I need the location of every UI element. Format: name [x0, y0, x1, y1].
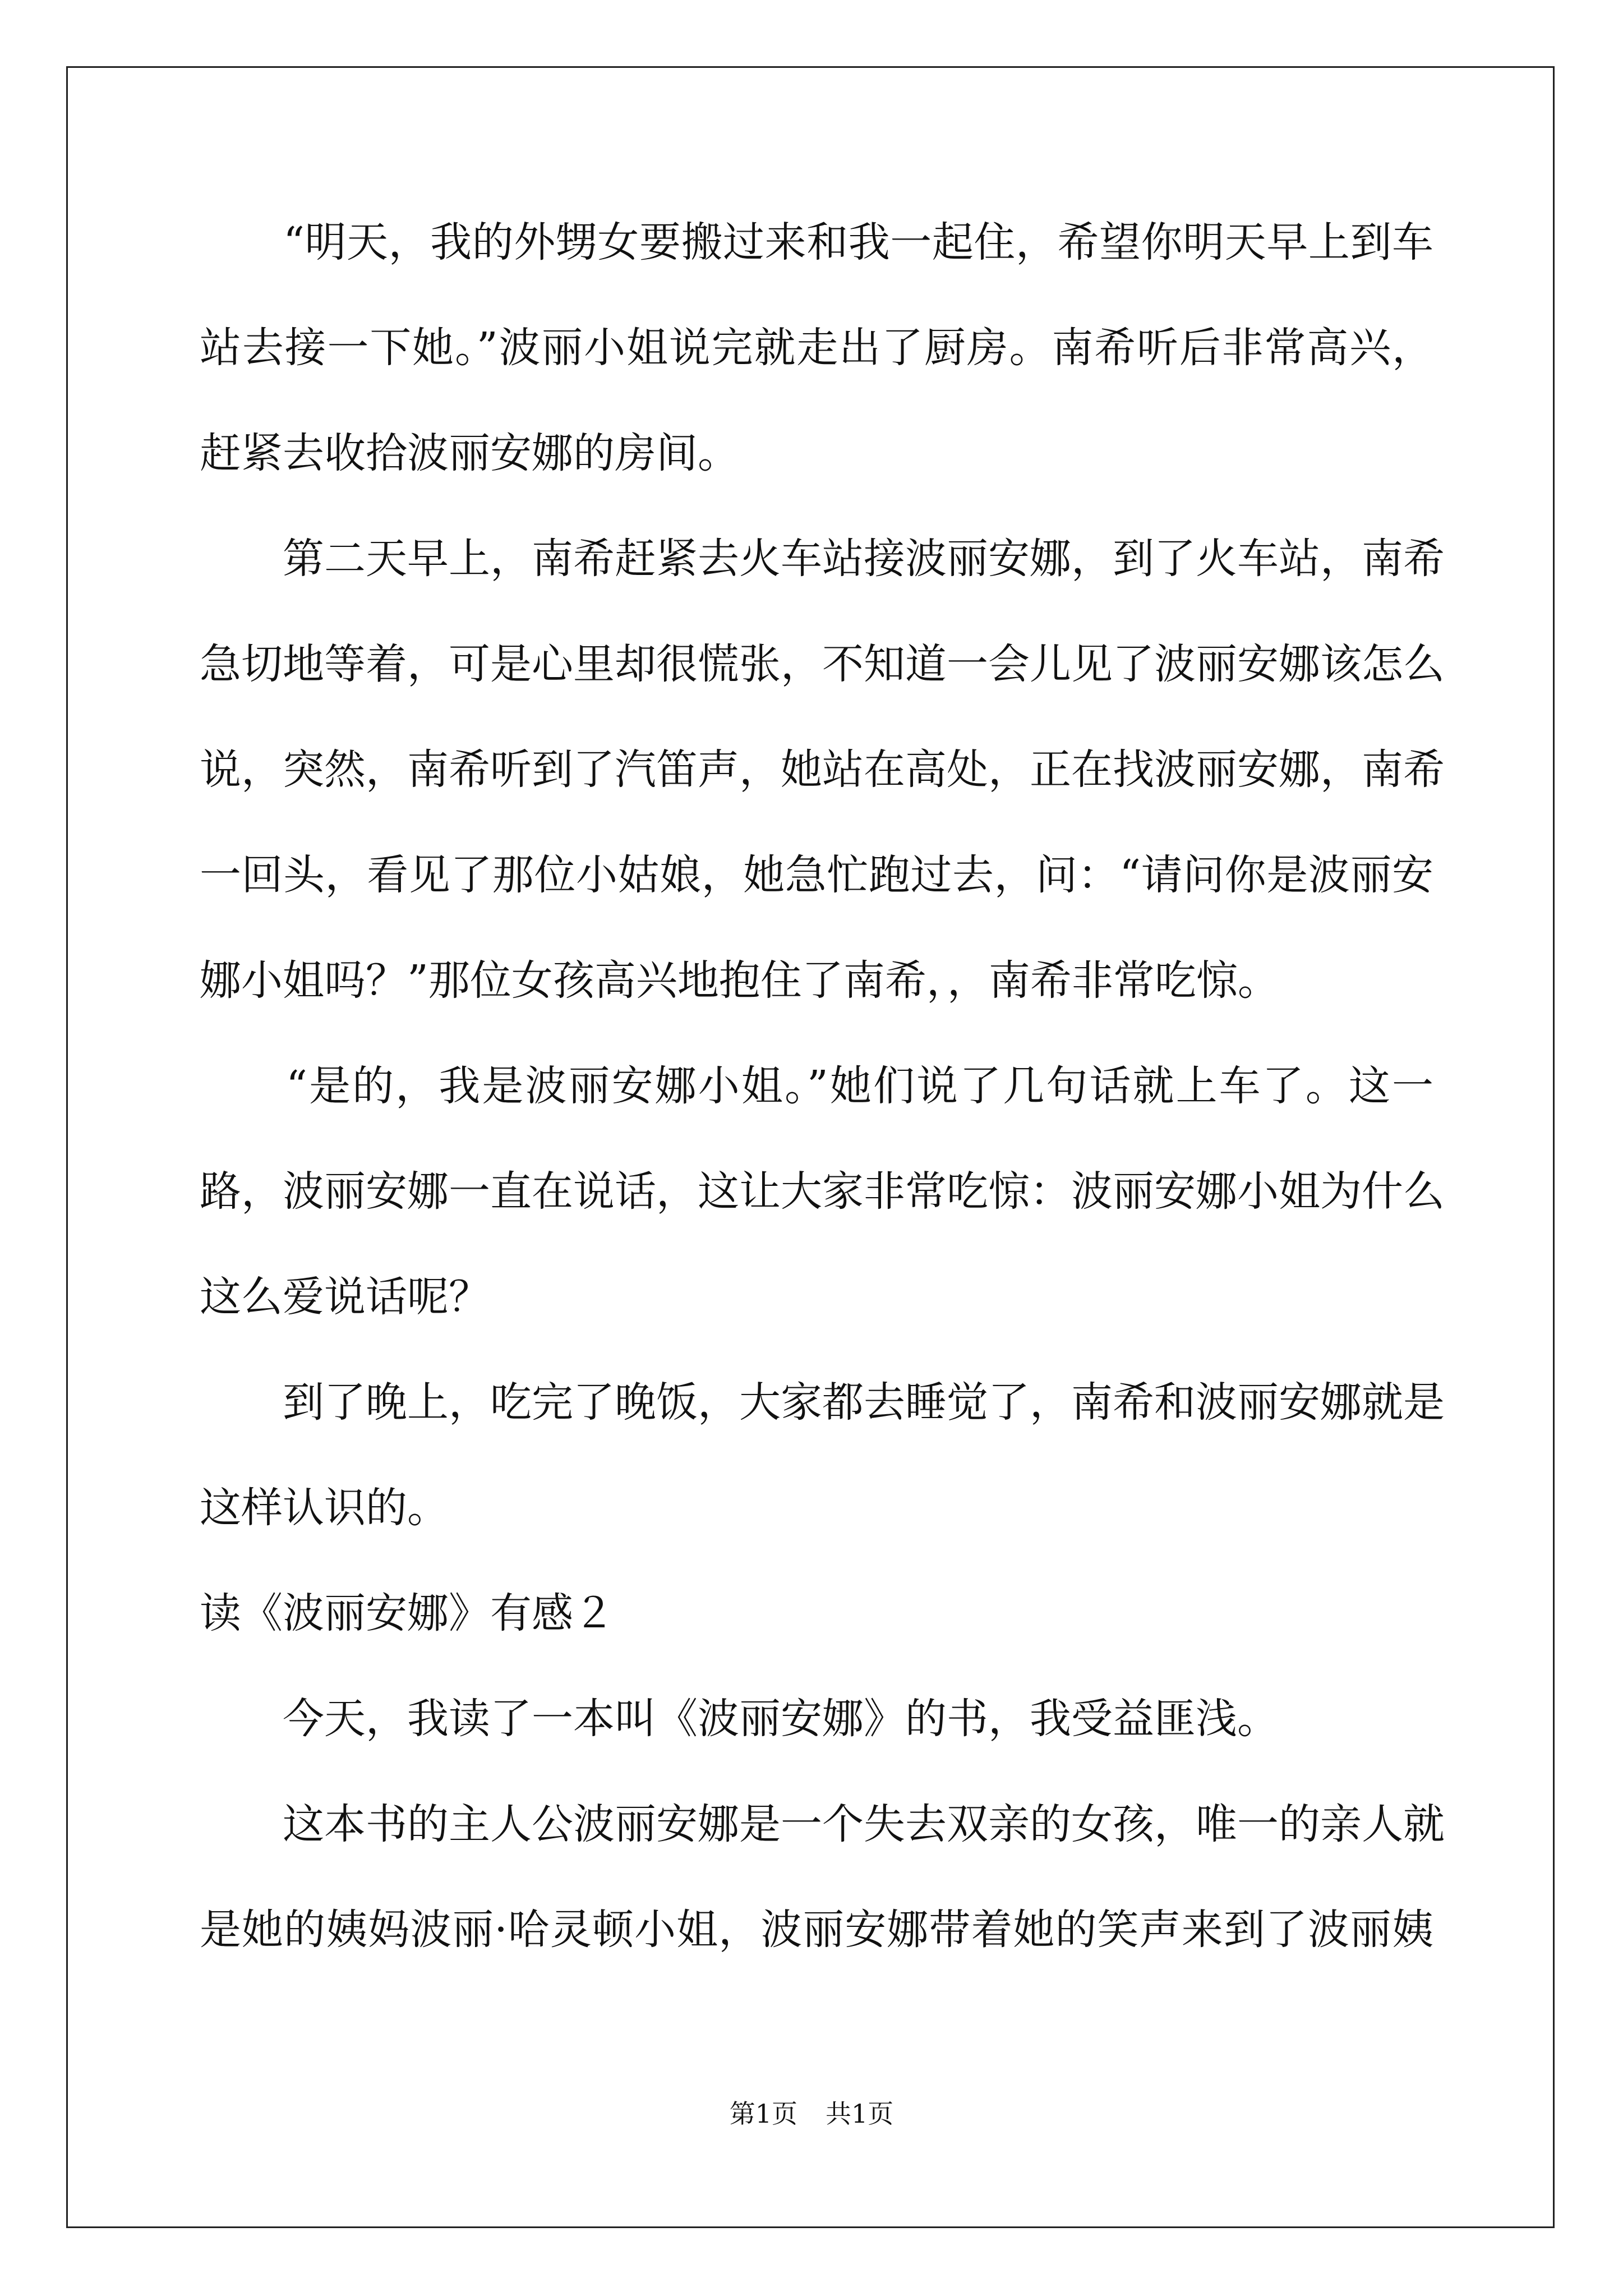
text-line: 赶紧去收拾波丽安娜的房间。 [200, 429, 739, 477]
text-line: 急切地等着，可是心里却很慌张，不知道一会儿见了波丽安娜该怎么 [200, 640, 1445, 688]
section-heading: 读《波丽安娜》有感２ [200, 1589, 615, 1637]
text-line: 说，突然，南希听到了汽笛声，她站在高处，正在找波丽安娜，南希 [200, 746, 1445, 794]
text-line: 第二天早上，南希赶紧去火车站接波丽安娜，到了火车站，南希 [200, 535, 1445, 583]
page-total: 共1页 [826, 2099, 894, 2129]
page-footer [0, 2097, 1623, 2131]
text-line: 路，波丽安娜一直在说话，这让大家非常吃惊：波丽安娜小姐为什么 [200, 1167, 1445, 1216]
text-line: “是的，我是波丽安娜小姐。”她们说了几句话就上车了。这一 [200, 1062, 1433, 1110]
text-line: 一回头，看见了那位小姑娘，她急忙跑过去，问：“请问你是波丽安 [200, 851, 1433, 899]
text-line: 这样认识的。 [200, 1484, 449, 1532]
text-line: 到了晚上，吃完了晚饭，大家都去睡觉了，南希和波丽安娜就是 [200, 1378, 1445, 1427]
text-line: 娜小姐吗？”那位女孩高兴地抱住了南希，，南希非常吃惊。 [200, 956, 1279, 1005]
text-line: “明天，我的外甥女要搬过来和我一起住，希望你明天早上到车 [200, 218, 1433, 266]
page-number: 第1页 [729, 2099, 797, 2129]
text-line: 站去接一下她。”波丽小姐说完就走出了厨房。南希听后非常高兴， [200, 324, 1433, 372]
text-line: 这本书的主人公波丽安娜是一个失去双亲的女孩，唯一的亲人就 [200, 1800, 1445, 1848]
text-line: 今天，我读了一本叫《波丽安娜》的书，我受益匪浅。 [200, 1695, 1279, 1743]
text-line: 这么爱说话呢？ [200, 1273, 490, 1321]
text-line: 是她的姨妈波丽·哈灵顿小姐，波丽安娜带着她的笑声来到了波丽姨 [200, 1906, 1433, 1954]
